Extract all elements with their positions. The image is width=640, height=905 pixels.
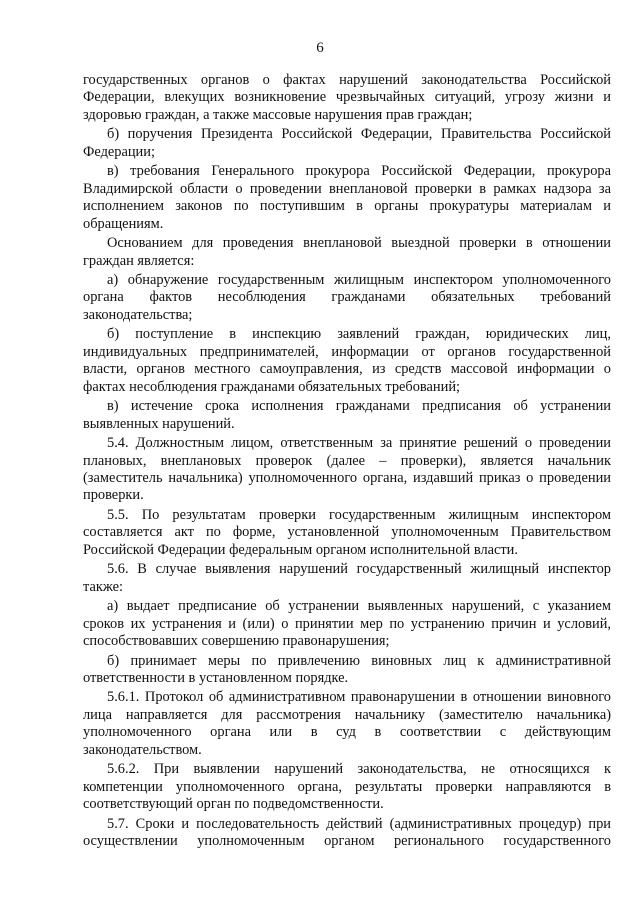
body-text: [83, 72, 611, 850]
paragraph-item-b-orders: б) поручения Президента Российской Федерации, Правительства Российской Федерации;: [83, 126, 611, 160]
paragraph-item-v-prosecutor: в) требования Генерального прокурора Российской Федерации, прокурора Владимирской области о проведении внеплановой проверки в рамках надзора за исполнением законов по поступившим в органы прокуратуры материалам и обращениям.: [83, 163, 611, 232]
paragraph-5-6-2: 5.6.2. При выявлении нарушений законодательства, не относящихся к компетенции уполномоченного органа, результаты проверки направляются в соответствующий орган по подведомственности.: [83, 761, 611, 813]
paragraph-5-6-1: 5.6.1. Протокол об административном правонарушении в отношении виновного лица направляется для рассмотрения начальнику (заместителю начальника) уполномоченного органа или в суд в соответствии с действующим законодательством.: [83, 689, 611, 758]
paragraph-5-6-item-b: б) принимает меры по привлечению виновных лиц к административной ответственности в установленном порядке.: [83, 652, 611, 686]
paragraph-item-b-applications: б) поступление в инспекцию заявлений граждан, юридических лиц, индивидуальных предпринимателей, информации от органов государственной власти, органов местного самоуправления, из средств массовой информации о фактах несоблюдения гражданами обязательных требований;: [83, 326, 611, 395]
paragraph-5-7: 5.7. Сроки и последовательность действий (административных процедур) при осуществлении уполномоченным органом регионального государственного: [83, 815, 611, 850]
paragraph-item-a-detection: а) обнаружение государственным жилищным инспектором уполномоченного органа фактов несоблюдения гражданами обязательных требований законодательства;: [83, 271, 611, 323]
paragraph-5-6: 5.6. В случае выявления нарушений государственный жилищный инспектор также:: [83, 561, 611, 595]
paragraph-5-6-item-a: а) выдает предписание об устранении выявленных нарушений, с указанием сроков их устранения и (или) о принятии мер по устранению причин и условий, способствовавших совершению правонарушения;: [83, 598, 611, 650]
page-number: 6: [316, 40, 324, 56]
paragraph-continuation: государственных органов о фактах нарушений законодательства Российской Федерации, влекущих возникновение чрезвычайных ситуаций, угрозу жизни и здоровью граждан, а также массовые нарушения прав граждан;: [83, 72, 611, 123]
paragraph-5-5: 5.5. По результатам проверки государственным жилищным инспектором составляется акт по форме, установленной уполномоченным Правительством Российской Федерации федеральным органом исполнительной власти.: [83, 506, 611, 558]
paragraph-grounds: Основанием для проведения внеплановой выездной проверки в отношении граждан является:: [83, 235, 611, 269]
paragraph-item-v-expiry: в) истечение срока исполнения гражданами предписания об устранении выявленных нарушений.: [83, 398, 611, 432]
paragraph-5-4: 5.4. Должностным лицом, ответственным за принятие решений о проведении плановых, внеплановых проверок (далее – проверки), является начальник (заместитель начальника) уполномоченного органа, издавший приказ о проведении проверки.: [83, 435, 611, 504]
